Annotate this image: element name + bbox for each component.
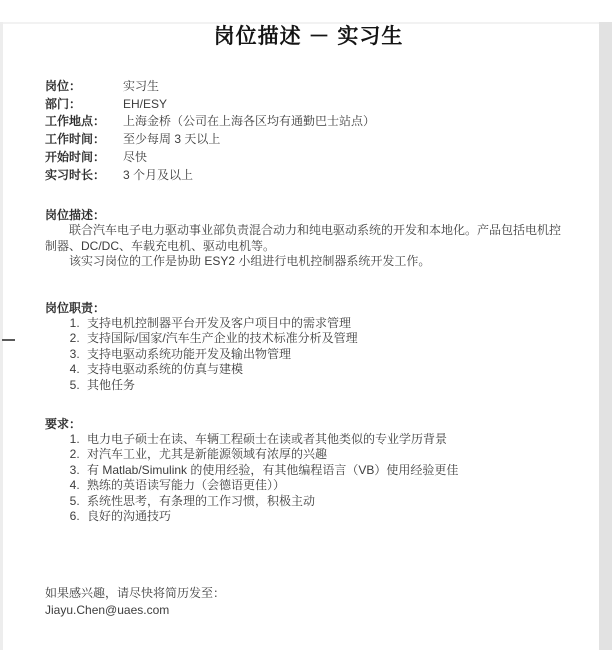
list-item: 1. 电力电子硕士在读、车辆工程硕士在读或者其他类似的专业学历背景	[83, 432, 572, 447]
section-responsibilities	[45, 300, 572, 393]
section-description	[45, 207, 572, 270]
section-requirements-heading: 要求：	[45, 417, 82, 432]
list-item: 2. 对汽车工业，尤其是新能源领域有浓厚的兴趣	[83, 447, 572, 462]
list-item: 4. 支持电驱动系统的仿真与建模	[83, 362, 572, 377]
section-responsibilities-heading: 岗位职责：	[45, 301, 106, 315]
field-row	[45, 131, 572, 149]
field-label: 实习时长：	[45, 167, 106, 182]
field-value: 至少每周 3 天以上	[123, 132, 221, 147]
page-title: 岗位描述 － 实习生	[213, 25, 404, 48]
field-row	[45, 149, 572, 167]
section-description-heading: 岗位描述：	[45, 208, 106, 223]
document-content	[0, 22, 599, 618]
list-item: 4. 熟练的英语读写能力（会德语更佳））	[83, 478, 572, 493]
field-row	[45, 78, 572, 96]
field-label: 工作时间：	[45, 132, 106, 147]
list-item: 2. 支持国际/国家/汽车生产企业的技术标准分析及管理	[83, 331, 572, 346]
field-row	[45, 96, 572, 114]
fields-table	[45, 78, 572, 184]
requirements-list	[45, 432, 572, 524]
list-item: 6. 良好的沟通技巧	[83, 509, 572, 524]
field-label: 岗位：	[45, 79, 82, 93]
responsibilities-list	[45, 316, 572, 393]
footer	[45, 585, 572, 618]
description-paragraph: 联合汽车电子电力驱动事业部负责混合动力和纯电驱动系统的开发和本地化。产品包括电机控制器、DC/DC、车载充电机、驱动电机等。	[45, 223, 562, 253]
field-label: 工作地点：	[45, 114, 106, 129]
document-page	[0, 22, 612, 650]
contact-line: 如果感兴趣，请尽快将简历发至：	[45, 586, 226, 601]
page-right-edge	[599, 22, 612, 650]
list-item: 5. 系统性思考，有条理的工作习惯，积极主动	[83, 494, 572, 509]
field-value: EH/ESY	[123, 96, 168, 111]
field-row	[45, 167, 572, 185]
contact-email: Jiayu.Chen@uaes.com	[45, 602, 170, 617]
field-label: 开始时间：	[45, 149, 106, 164]
field-value: 上海金桥（公司在上海各区均有通勤巴士站点）	[123, 114, 376, 129]
field-label: 部门：	[45, 96, 82, 111]
list-item: 5. 其他任务	[83, 378, 572, 393]
field-value: 尽快	[123, 149, 148, 164]
list-item: 3. 支持电驱动系统功能开发及输出物管理	[83, 347, 572, 362]
list-item: 3. 有 Matlab/Simulink 的使用经验，有其他编程语言（VB）使用经验更佳	[83, 463, 572, 478]
field-row	[45, 113, 572, 131]
description-paragraph: 该实习岗位的工作是协助 ESY2 小组进行电机控制器系统开发工作。	[69, 254, 431, 269]
field-value: 3 个月及以上	[123, 167, 194, 182]
list-item: 1. 支持电机控制器平台开发及客户项目中的需求管理	[83, 316, 572, 331]
section-requirements	[45, 416, 572, 524]
field-value: 实习生	[123, 79, 160, 93]
